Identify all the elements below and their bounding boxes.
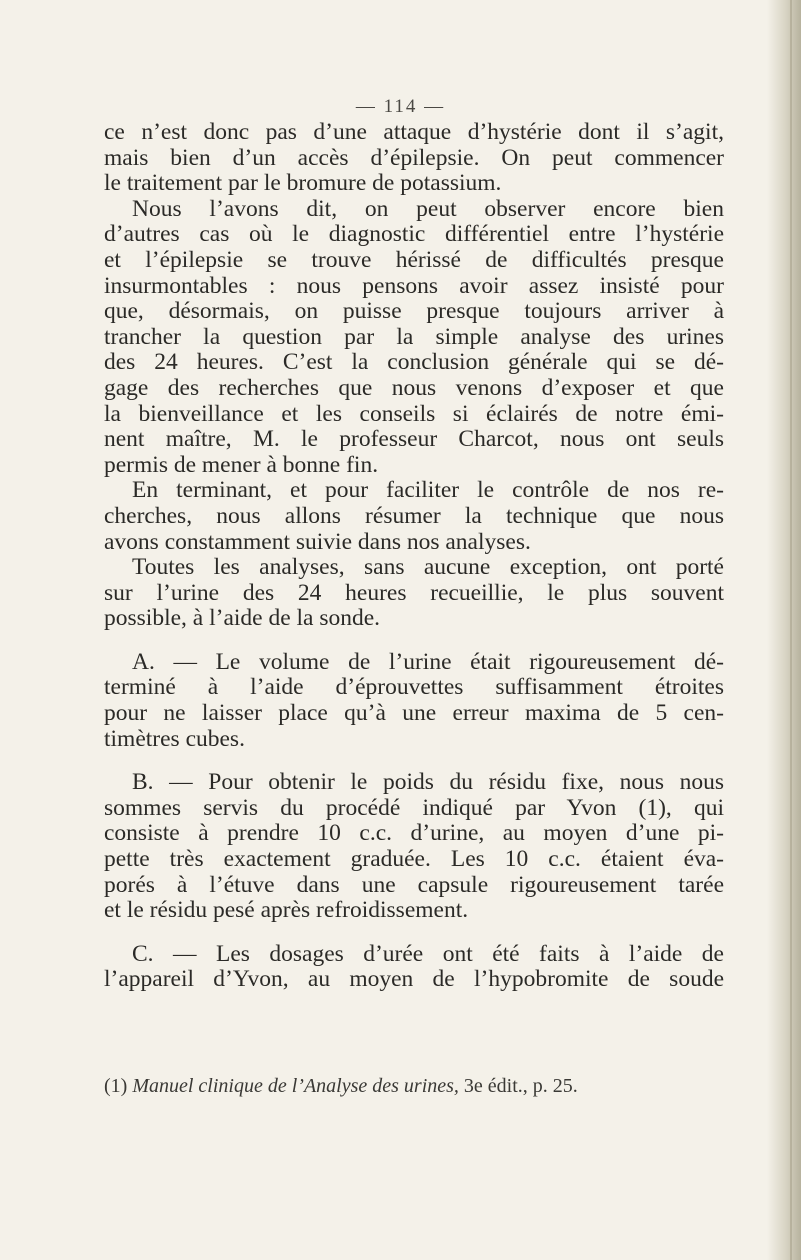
text-line: pour ne laisser place qu’à une erreur maxima de 5 cen- bbox=[104, 700, 724, 727]
text-line: mais bien d’un accès d’épilepsie. On peut commencer bbox=[104, 144, 724, 171]
footnote-mark: (1) bbox=[104, 1075, 128, 1097]
footnote-edition: 3e édit., p. 25. bbox=[463, 1075, 578, 1097]
body-text bbox=[104, 120, 724, 993]
text-line: timètres cubes. bbox=[104, 725, 245, 752]
text-line: des 24 heures. C’est la conclusion générale qui se dé- bbox=[104, 349, 724, 376]
text-line: consiste à prendre 10 c.c. d’urine, au moyen d’une pi- bbox=[104, 820, 724, 847]
page-number: — 114 — bbox=[355, 96, 446, 117]
text-line: possible, à l’aide de la sonde. bbox=[104, 605, 381, 632]
text-line: et l’épilepsie se trouve hérissé de difficultés presque bbox=[104, 246, 724, 273]
page-edge-line bbox=[790, 0, 792, 1260]
text-line: sommes servis du procédé indiqué par Yvon (1), qui bbox=[104, 794, 724, 821]
footnote bbox=[104, 1075, 704, 1098]
text-line: nent maître, M. le professeur Charcot, nous ont seuls bbox=[104, 426, 724, 453]
page-edge-shadow bbox=[767, 0, 801, 1260]
text-line: ce n’est donc pas d’une attaque d’hystérie dont il s’agit, bbox=[104, 119, 724, 145]
text-line: permis de mener à bonne fin. bbox=[104, 451, 379, 478]
text-line: A. — Le volume de l’urine était rigoureusement dé- bbox=[132, 648, 724, 675]
text-line: que, désormais, on puisse presque toujours arriver à bbox=[104, 298, 724, 325]
text-line: Toutes les analyses, sans aucune exception, ont porté bbox=[132, 554, 724, 581]
text-line: avons constamment suivie dans nos analyses. bbox=[104, 528, 531, 555]
text-line: cherches, nous allons résumer la technique que nous bbox=[104, 502, 724, 529]
text-line: pette très exactement graduée. Les 10 c.c. étaient éva- bbox=[104, 846, 724, 873]
text-line: porés à l’étuve dans une capsule rigoureusement tarée bbox=[104, 871, 724, 898]
text-line: sur l’urine des 24 heures recueillie, le plus souvent bbox=[104, 579, 724, 606]
text-line: C. — Les dosages d’urée ont été faits à l’aide de bbox=[132, 940, 724, 967]
text-line: insurmontables : nous pensons avoir assez insisté pour bbox=[104, 272, 724, 299]
text-line: trancher la question par la simple analyse des urines bbox=[104, 323, 724, 350]
text-line: En terminant, et pour faciliter le contrôle de nos re- bbox=[132, 477, 724, 504]
text-line: d’autres cas où le diagnostic différentiel entre l’hystérie bbox=[104, 221, 724, 248]
text-line: Nous l’avons dit, on peut observer encore bien bbox=[132, 195, 724, 222]
text-line: l’appareil d’Yvon, au moyen de l’hypobromite de soude bbox=[104, 966, 724, 993]
text-line: la bienveillance et les conseils si éclairés de notre émi- bbox=[104, 400, 724, 427]
footnote-title: Manuel clinique de l’Analyse des urines, bbox=[132, 1075, 459, 1097]
text-line: B. — Pour obtenir le poids du résidu fixe, nous nous bbox=[132, 769, 724, 796]
text-line: le traitement par le bromure de potassium. bbox=[104, 170, 502, 197]
text-line: terminé à l’aide d’éprouvettes suffisamment étroites bbox=[104, 674, 724, 701]
text-line: gage des recherches que nous venons d’exposer et que bbox=[104, 374, 724, 401]
text-line: et le résidu pesé après refroidissement. bbox=[104, 897, 469, 924]
